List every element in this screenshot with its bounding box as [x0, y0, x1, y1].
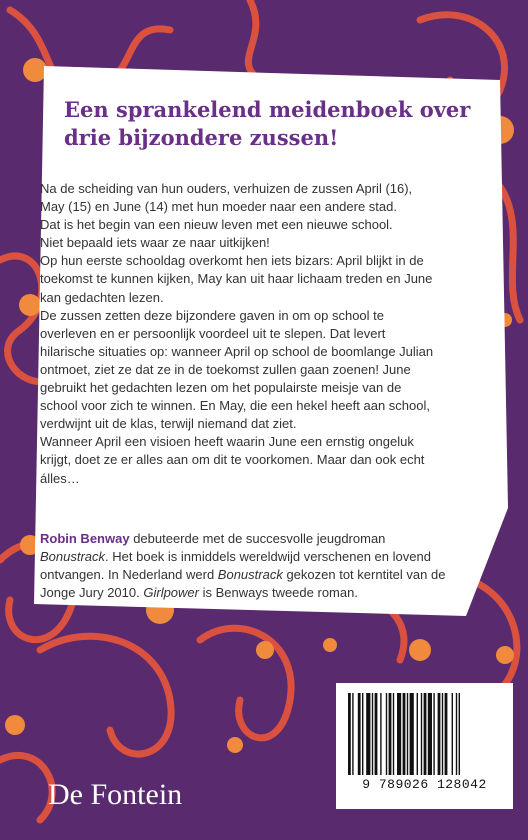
synopsis-line: school voor zich te winnen. En May, die een hekel heeft aan school,: [40, 398, 430, 414]
headline-line-1: Een sprankelend meidenboek over: [64, 97, 471, 122]
barcode-bars: [346, 693, 503, 775]
author-bio: [40, 530, 510, 602]
synopsis-line: Dat is het begin van een nieuw leven met een nieuwe school.: [40, 217, 393, 233]
book-title: Girlpower: [143, 585, 199, 601]
barcode: [336, 683, 513, 809]
book-title: Bonustrack: [40, 549, 106, 565]
author-name: Robin Benway: [40, 531, 130, 546]
synopsis-line: verdwijnt uit de klas, terwijl niemand dat ziet.: [40, 416, 297, 432]
bio-text: is Benways tweede roman.: [198, 585, 358, 601]
bio-line: [40, 566, 510, 584]
bio-text: debuteerde met de succesvolle jeugdroman: [129, 531, 386, 546]
publisher-name: De Fontein: [48, 778, 183, 811]
synopsis-line: kan gedachten lezen.: [40, 289, 164, 305]
synopsis-line: overleven en er persoonlijk voordeel uit te slepen. Dat levert: [40, 325, 386, 341]
synopsis-line: toekomst te kunnen kijken, May kan uit haar lichaam treden en June: [40, 271, 433, 287]
bio-line: [40, 548, 510, 566]
synopsis-line: Wanneer April een visioen heeft waarin June een ernstig ongeluk: [40, 434, 414, 450]
synopsis-line: May (15) en June (14) met hun moeder naar een andere stad.: [40, 199, 397, 215]
synopsis-line: Op hun eerste schooldag overkomt hen iets bizars: April blijkt in de: [40, 253, 424, 269]
bio-text: . Het boek is inmiddels wereldwijd verschenen en lovend: [105, 549, 431, 565]
synopsis-line: ontmoet, ziet ze dat ze in de toekomst zullen gaan zoenen! June: [40, 361, 411, 377]
book-title: Bonustrack: [217, 567, 283, 583]
synopsis-line: hilarische situaties op: wanneer April op school de boomlange Julian: [40, 343, 434, 359]
synopsis: [40, 180, 510, 488]
synopsis-line: krijgt, doet ze er alles aan om dit te voorkomen. Maar dan ook echt: [40, 452, 425, 468]
synopsis-line: Na de scheiding van hun ouders, verhuizen de zussen April (16),: [40, 181, 413, 196]
bio-line: [40, 530, 510, 548]
synopsis-line: álles…: [40, 470, 80, 486]
bio-text: gekozen tot kerntitel van de: [282, 567, 446, 583]
synopsis-line: gebruikt het gedachten lezen om het populairste meisje van de: [40, 380, 402, 396]
synopsis-line: Niet bepaald iets waar ze naar uitkijken!: [40, 235, 270, 251]
bio-text: Jonge Jury 2010.: [40, 585, 144, 601]
isbn-digits: 9 789026 128042: [362, 777, 487, 792]
bio-text: ontvangen. In Nederland werd: [40, 567, 218, 583]
synopsis-line: De zussen zetten deze bijzondere gaven in om op school te: [40, 307, 384, 323]
headline-line-2: drie bijzondere zussen!: [64, 125, 339, 150]
headline: [64, 96, 484, 152]
bio-line: [40, 584, 510, 602]
